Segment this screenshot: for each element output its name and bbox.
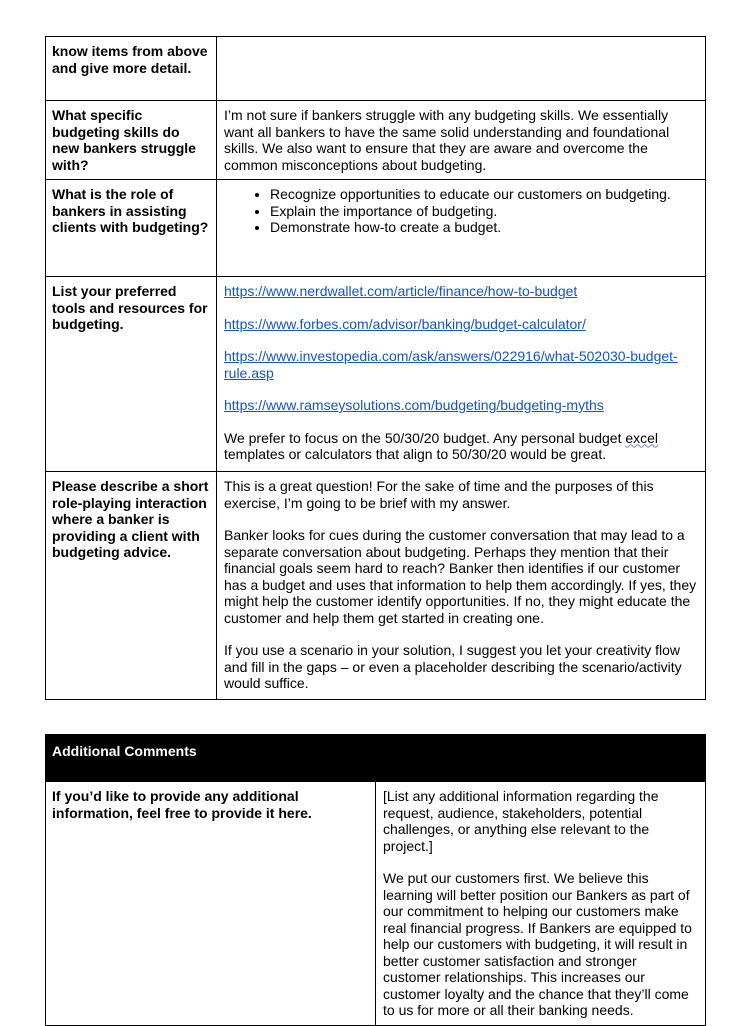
answer-cell: [217, 101, 706, 180]
answer-cell: [217, 180, 706, 277]
answer-paragraph: [List any additional information regarding the request, audience, stakeholders, potential challenges, or anything else relevant to the project.]: [383, 788, 659, 854]
list-item: • Demonstrate how-to create a budget.: [270, 219, 697, 236]
section-header: Additional Comments: [46, 735, 706, 782]
additional-comments-table: [45, 734, 706, 1026]
question-cell: List your preferred tools and resources for budgeting.: [46, 277, 217, 472]
question-cell: Please describe a short role-playing interaction where a banker is providing a client with budgeting advice.: [46, 472, 217, 700]
question-cell: What specific budgeting skills do new bankers struggle with?: [46, 101, 217, 180]
resource-link-investopedia[interactable]: https://www.investopedia.com/ask/answers/022916/what-502030-budget-rule.asp: [224, 348, 678, 381]
table-row: [46, 37, 706, 101]
answer-cell: [217, 37, 706, 101]
budget-note-start: We prefer to focus on the 50/30/20 budget. Any personal budget: [224, 429, 626, 446]
answer-cell: [217, 277, 706, 472]
answer-paragraph: Banker looks for cues during the customer conversation that may lead to a separate conversation about budgeting. Perhaps they mention that their financial goals seem hard to reach? Banker then identifies if our customer has a budget and uses that information to help them accordingly. If yes, they might help the customer identify opportunities. If no, they might educate the customer and help them get started in creating one.: [224, 527, 697, 626]
requirements-table: [45, 36, 706, 700]
question-cell: If you’d like to provide any additional information, feel free to provide it here.: [46, 782, 376, 1026]
table-row: [46, 180, 706, 277]
bullet-list: [224, 186, 697, 236]
table-header-row: [46, 735, 706, 782]
flagged-word: excel: [625, 429, 659, 446]
answer-cell: [376, 782, 706, 1026]
answer-paragraph: We put our customers first. We believe this learning will better position our Bankers as part of our commitment to helping our customers make real financial progress. If Bankers are equipped to help our customers with budgeting, it will result in better customer satisfaction and stronger customer relationships. This increases our customer loyalty and the chance that they’ll come to us for more or all their banking needs.: [383, 870, 692, 1018]
resource-link-forbes[interactable]: https://www.forbes.com/advisor/banking/budget-calculator/: [224, 315, 586, 332]
list-item: • Explain the importance of budgeting.: [270, 203, 697, 220]
budget-note: [224, 430, 697, 463]
answer-paragraph: This is a great question! For the sake of time and the purposes of this exercise, I’m going to be brief with my answer.: [224, 478, 654, 511]
table-row: [46, 277, 706, 472]
answer-cell: [217, 472, 706, 700]
list-item: • Recognize opportunities to educate our customers on budgeting.: [270, 186, 697, 203]
answer-text: I’m not sure if bankers struggle with any budgeting skills. We essentially want all bankers to have the same solid understanding and foundational skills. We also want to ensure that they are aware and overcome the common misconceptions about budgeting.: [224, 107, 670, 173]
resource-link-nerdwallet[interactable]: https://www.nerdwallet.com/article/finance/how-to-budget: [224, 283, 578, 299]
table-row: [46, 101, 706, 180]
question-cell: know items from above and give more detail.: [46, 37, 217, 101]
budget-note-end: templates or calculators that align to 50/30/20 would be great.: [224, 446, 607, 462]
table-row: [46, 472, 706, 700]
question-cell: What is the role of bankers in assisting clients with budgeting?: [46, 180, 217, 277]
table-row: [46, 782, 706, 1026]
resource-link-ramsey[interactable]: https://www.ramseysolutions.com/budgeting/budgeting-myths: [224, 397, 604, 413]
answer-paragraph: If you use a scenario in your solution, I suggest you let your creativity flow and fill in the gaps – or even a placeholder describing the scenario/activity would suffice.: [224, 642, 682, 691]
